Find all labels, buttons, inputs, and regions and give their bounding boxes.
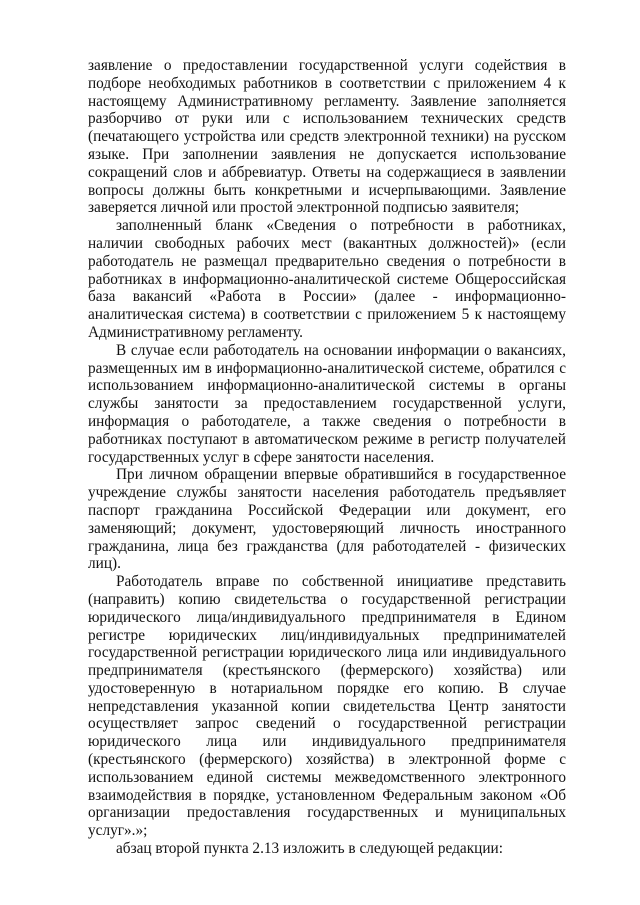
paragraph-vacancy-form: заполненный бланк «Сведения о потребности в работниках, наличии свободных рабочих мест (вакантных должностей)» (если работодатель не размещал предварительно сведения о потребности в работниках в информационно-аналитической системе Общероссийская база вакансий «Работа в России» (далее - информационно-аналитическая система) в соответствии с приложением 5 к настоящему Административному регламенту. <box>88 217 566 341</box>
document-body <box>88 57 566 858</box>
paragraph-amendment-instruction: абзац второй пункта 2.13 изложить в следующей редакции: <box>116 840 503 858</box>
paragraph-application-form: заявление о предоставлении государственной услуги содействия в подборе необходимых работников в соответствии с приложением 4 к настоящему Административному регламенту. Заявление заполняется разборчиво от руки или с использованием технических средств (печатающего устройства или средств электронной техники) на русском языке. При заполнении заявления не допускается использование сокращений слов и аббревиатур. Ответы на содержащиеся в заявлении вопросы должны быть конкретными и исчерпывающими. Заявление заверяется личной или простой электронной подписью заявителя; <box>88 57 566 217</box>
paragraph-online-request: В случае если работодатель на основании информации о вакансиях, размещенных им в информационно-аналитической системе, обратился с использованием информационно-аналитической системы в органы службы занятости за предоставлением государственной услуги, информация о работодателе, а также сведения о потребности в работниках поступают в автоматическом режиме в регистр получателей государственных услуг в сфере занятости населения. <box>88 341 566 466</box>
paragraph-registration-certificate: Работодатель вправе по собственной инициативе представить (направить) копию свидетельства о государственной регистрации юридического лица/индивидуального предпринимателя в Едином регистре юридических лиц/индивидуальных предпринимателей государственной регистрации юридического лица или индивидуального предпринимателя (крестьянского (фермерского) хозяйства) или удостоверенную в нотариальном порядке его копию. В случае непредставления указанной копии свидетельства Центр занятости осуществляет запрос сведений о государственной регистрации юридического лица или индивидуального предпринимателя (крестьянского (фермерского) хозяйства) в электронной форме с использованием единой системы межведомственного электронного взаимодействия в порядке, установленном Федеральным законом «Об организации предоставления государственных и муниципальных услуг».»; <box>88 573 566 840</box>
paragraph-personal-visit: При личном обращении впервые обратившийся в государственное учреждение службы занятости населения работодатель предъявляет паспорт гражданина Российской Федерации или документ, его заменяющий; документ, удостоверяющий личность иностранного гражданина, лица без гражданства (для работодателей - физических лиц). <box>88 466 566 573</box>
